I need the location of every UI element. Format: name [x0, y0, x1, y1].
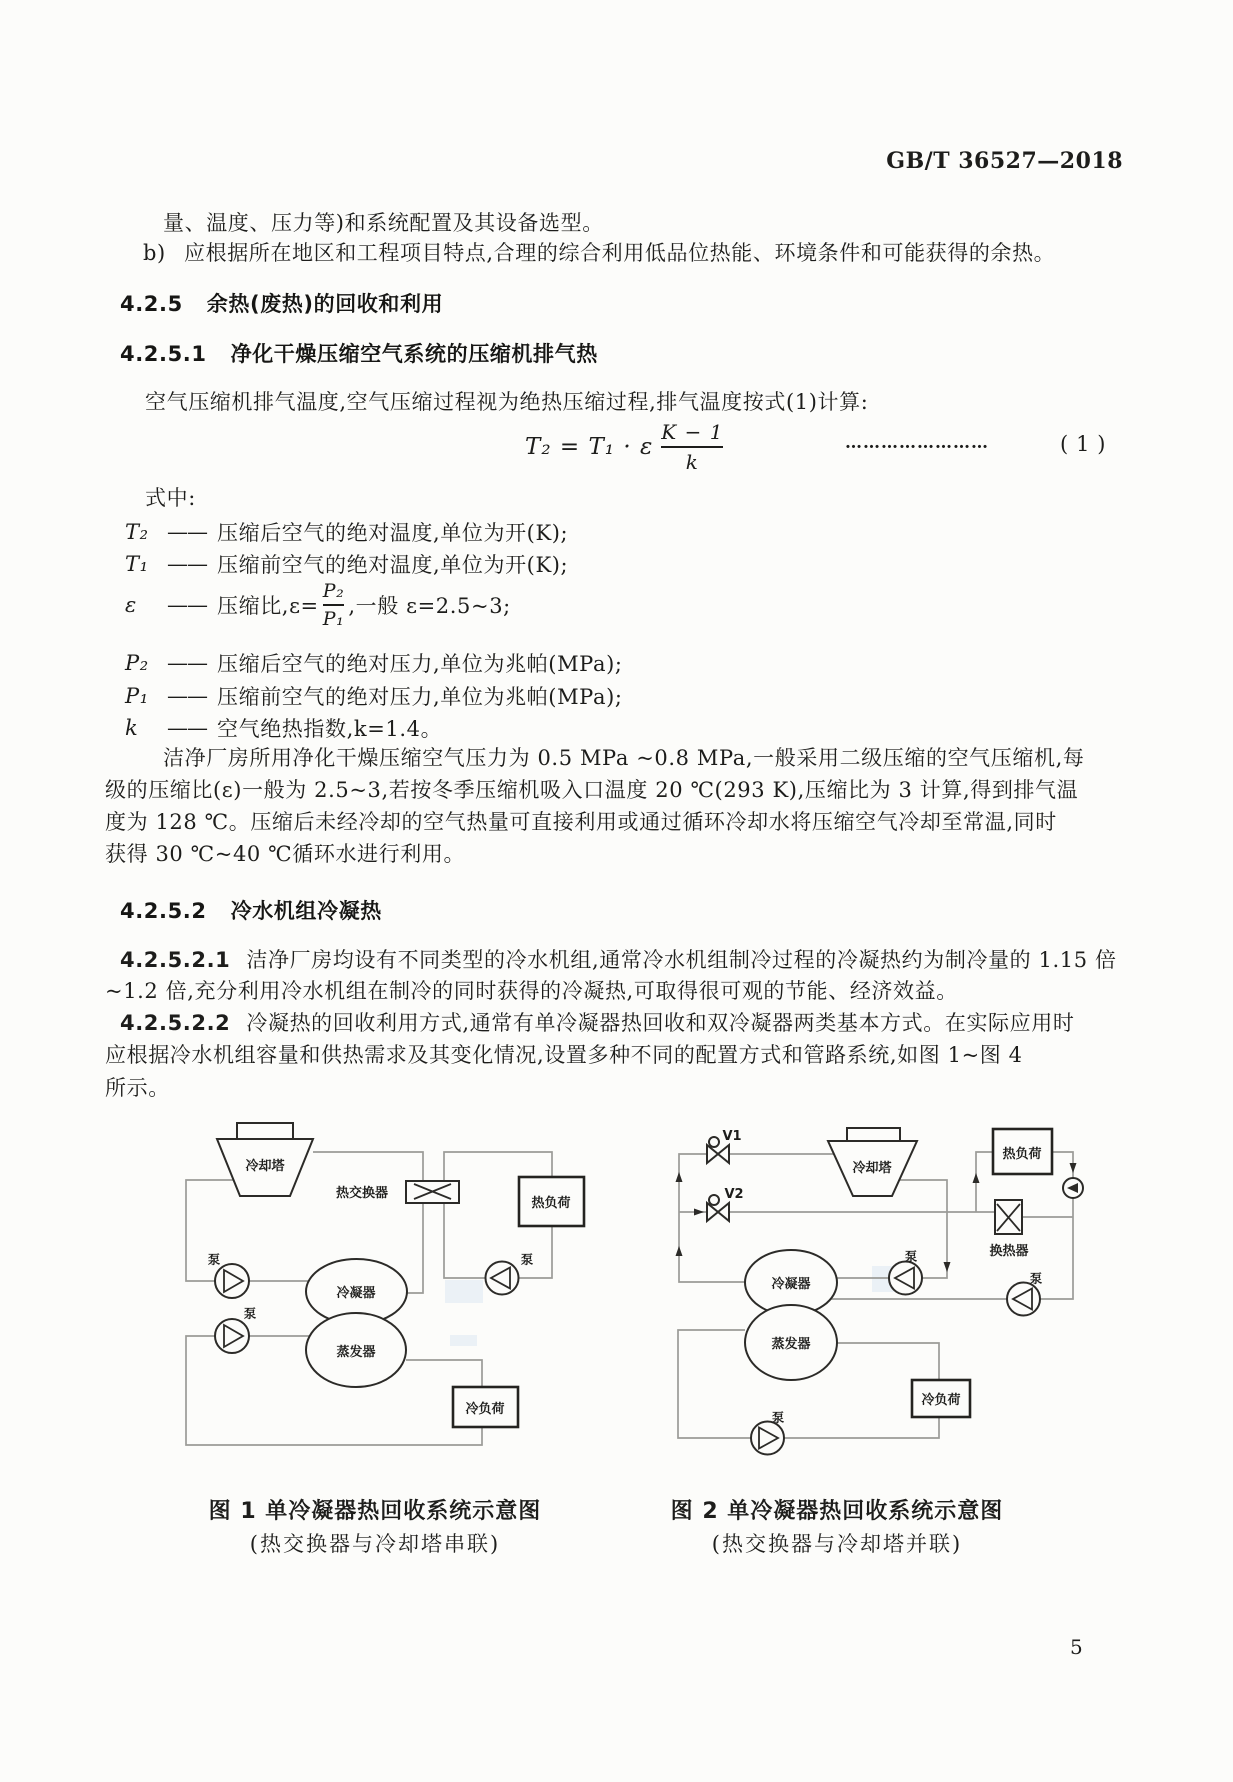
epsilon-fraction: [323, 580, 345, 630]
definition-text: 压缩前空气的绝对压力,单位为兆帕(MPa);: [217, 685, 623, 709]
heat-exchanger-label: 热交换器: [335, 1186, 389, 1201]
definition-row: [125, 648, 623, 678]
flow-arrow-down-icon: [1070, 1163, 1077, 1173]
figure1-caption-title: 图 1 单冷凝器热回收系统示意图: [208, 1499, 542, 1524]
definition-row: [125, 549, 568, 579]
pump-label: 泵: [243, 1306, 257, 1321]
fraction-numerator: P₂: [322, 580, 345, 602]
valve-actuator-icon: [709, 1195, 719, 1205]
formula-exponent-fraction: [661, 420, 723, 474]
section-heading-4251: [120, 338, 598, 368]
clause-text: 冷凝热的回收利用方式,通常有单冷凝器热回收和双冷凝器两类基本方式。在实际应用时: [246, 1011, 1075, 1035]
figure1-diagram: [150, 1080, 600, 1470]
paragraph-line: 级的压缩比(ε)一般为 2.5~3,若按冬季压缩机吸入口温度 20 ℃(293 K),压缩比为 3 计算,得到排气温: [105, 778, 1079, 802]
section-heading-425: [120, 288, 443, 318]
valve-v1-icon: [718, 1145, 729, 1163]
heat-exchanger-label: 换热器: [989, 1244, 1029, 1259]
definition-row: [125, 713, 442, 743]
clause-number: 4.2.5.2.2: [120, 1011, 231, 1035]
formula-leader-dots: ……………………: [845, 433, 989, 453]
definition-symbol: k: [125, 716, 139, 740]
clause-42522-line3: 所示。: [105, 1076, 170, 1100]
valve-v1-label: V1: [722, 1129, 742, 1144]
cooling-tower-fan-housing: [237, 1123, 293, 1139]
clause-42521-line1: [120, 947, 1117, 973]
section-title: 冷水机组冷凝热: [230, 899, 382, 923]
cooling-tower-label: 冷却塔: [245, 1159, 285, 1174]
definition-row-epsilon: [125, 582, 511, 628]
definition-dash: ——: [167, 716, 207, 740]
valve-v2-label: V2: [724, 1187, 744, 1202]
condenser-label: 冷凝器: [336, 1286, 376, 1301]
intro-continuation-line: 量、温度、压力等)和系统配置及其设备选型。: [163, 211, 604, 235]
definition-symbol: P₂: [125, 651, 149, 675]
standard-number-header: GB/T 36527—2018: [886, 148, 1123, 174]
section-title: 余热(废热)的回收和利用: [206, 292, 444, 316]
definition-dash: ——: [167, 684, 207, 708]
fraction-bar: [323, 604, 345, 606]
pump-label: 泵: [771, 1410, 785, 1425]
definition-dash: ——: [167, 651, 207, 675]
clause-42522-line1: [120, 1010, 1074, 1036]
evaporator-label: 蒸发器: [336, 1345, 376, 1360]
pipe: [1052, 1152, 1073, 1178]
paragraph-line: 洁净厂房所用净化干燥压缩空气压力为 0.5 MPa ~0.8 MPa,一般采用二级压缩的空气压缩机,每: [163, 746, 1085, 770]
where-label: 式中:: [145, 486, 196, 510]
section-title: 净化干燥压缩空气系统的压缩机排气热: [230, 342, 598, 366]
pipe: [784, 1417, 939, 1438]
scan-artifact: [450, 1335, 477, 1346]
cold-load-label: 冷负荷: [465, 1402, 505, 1417]
flow-arrow-down-icon: [944, 1262, 951, 1272]
formula-main: T₂ = T₁ · ε: [525, 434, 654, 460]
flow-arrow-up-icon: [973, 1173, 980, 1183]
clause-42522-line2: 应根据冷水机组容量和供热需求及其变化情况,设置多种不同的配置方式和管路系统,如图 1~图 4: [105, 1043, 1023, 1067]
definition-symbol: P₁: [125, 684, 149, 708]
fraction-denominator: P₁: [322, 608, 345, 630]
flow-arrow-right-icon: [694, 1209, 704, 1216]
fraction-numerator: K − 1: [661, 420, 724, 444]
heat-load-label: 热负荷: [531, 1196, 571, 1211]
cooling-tower-label: 冷却塔: [852, 1161, 892, 1176]
pipe: [678, 1330, 751, 1438]
paragraph-line: 度为 128 ℃。压缩后未经冷却的空气热量可直接利用或通过循环冷却水将压缩空气冷却至常温,同时: [105, 810, 1057, 834]
pipe: [1040, 1198, 1073, 1299]
pump-label: 泵: [207, 1252, 221, 1267]
definition-row: [125, 681, 623, 711]
definition-dash: ——: [167, 552, 207, 576]
section-heading-4252: [120, 895, 382, 925]
pump-label: 泵: [1029, 1271, 1043, 1286]
figure2-caption-subtitle: (热交换器与冷却塔并联): [711, 1532, 963, 1556]
cooling-tower-fan-housing: [847, 1128, 900, 1141]
definition-symbol: ε: [125, 593, 137, 617]
definition-text-suffix: ,一般 ε=2.5~3;: [348, 594, 511, 618]
figure1-caption-subtitle: (热交换器与冷却塔串联): [249, 1532, 501, 1556]
formula-equation-number: ( 1 ): [1060, 432, 1107, 456]
clause-text: 洁净厂房均设有不同类型的冷水机组,通常冷水机组制冷过程的冷凝热约为制冷量的 1.15 倍: [246, 948, 1117, 972]
clause-number: 4.2.5.2.1: [120, 948, 231, 972]
section-number: 4.2.5: [120, 292, 183, 316]
definition-text: 压缩前空气的绝对温度,单位为开(K);: [217, 553, 569, 577]
pump-label: 泵: [520, 1252, 534, 1267]
paragraph-line: 获得 30 ℃~40 ℃循环水进行利用。: [105, 842, 466, 866]
list-item-b-text: 应根据所在地区和工程项目特点,合理的综合利用低品位热能、环境条件和可能获得的余热。: [184, 241, 1056, 265]
valve-v2-icon: [718, 1203, 729, 1221]
definition-dash: ——: [167, 593, 207, 617]
page-number: 5: [1070, 1635, 1083, 1659]
fraction-denominator: k: [685, 450, 699, 474]
definition-symbol: T₁: [125, 552, 149, 576]
condenser-label: 冷凝器: [771, 1277, 811, 1292]
figure2-diagram: [620, 1080, 1110, 1470]
pipe: [837, 1343, 939, 1380]
cold-load-label: 冷负荷: [921, 1393, 961, 1408]
scan-artifact: [445, 1280, 483, 1303]
flow-arrow-up-icon: [676, 1246, 683, 1256]
figure2-caption-title: 图 2 单冷凝器热回收系统示意图: [670, 1499, 1004, 1524]
evaporator-label: 蒸发器: [771, 1337, 811, 1352]
pipe: [444, 1202, 486, 1278]
pump-label: 泵: [904, 1249, 918, 1264]
definition-row: [125, 517, 568, 547]
valve-actuator-icon: [709, 1137, 719, 1147]
formula-1: [525, 420, 727, 474]
section-number: 4.2.5.2: [120, 899, 207, 923]
definition-text: 压缩后空气的绝对压力,单位为兆帕(MPa);: [217, 652, 623, 676]
definition-text: 空气绝热指数,k=1.4。: [217, 717, 443, 741]
pipe: [406, 1360, 482, 1387]
heat-load-label: 热负荷: [1002, 1147, 1042, 1162]
flow-arrow-up-icon: [676, 1172, 683, 1182]
formula-intro-line: 空气压缩机排气温度,空气压缩过程视为绝热压缩过程,排气温度按式(1)计算:: [145, 390, 869, 414]
definition-symbol: T₂: [125, 520, 149, 544]
clause-42521-line2: ~1.2 倍,充分利用冷水机组在制冷的同时获得的冷凝热,可取得很可观的节能、经济效益。: [105, 979, 958, 1003]
section-number: 4.2.5.1: [120, 342, 207, 366]
definition-text: 压缩后空气的绝对温度,单位为开(K);: [217, 521, 569, 545]
definition-dash: ——: [167, 520, 207, 544]
fraction-bar: [661, 446, 723, 448]
list-item-b-marker: b): [143, 241, 166, 265]
definition-text-prefix: 压缩比,ε=: [217, 594, 319, 618]
